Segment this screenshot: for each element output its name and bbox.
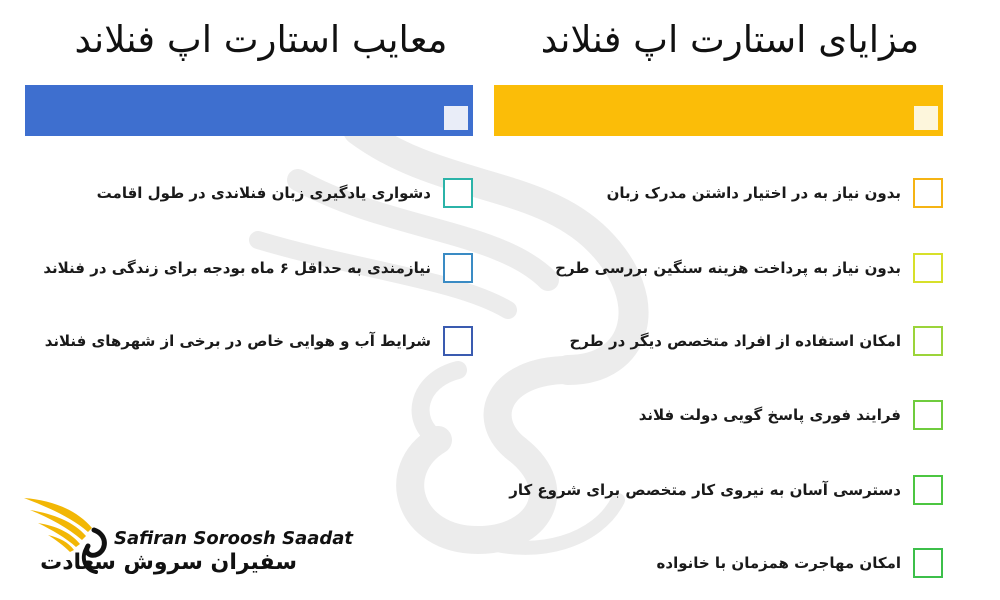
cons-title: معایب استارت اپ فنلاند xyxy=(74,18,448,61)
brand-name-fa: سفیران سروش سعادت xyxy=(40,550,297,575)
pros-item xyxy=(509,475,943,509)
pros-item xyxy=(520,326,943,360)
cons-item xyxy=(40,253,473,287)
checkbox-icon xyxy=(913,548,943,578)
cons-header-bar xyxy=(25,85,473,136)
pros-item-text: امکان مهاجرت همزمان با خانواده xyxy=(656,554,901,572)
cons-header-checkbox xyxy=(444,106,468,130)
checkbox-icon xyxy=(913,400,943,430)
cons-item xyxy=(40,326,473,360)
pros-item xyxy=(520,253,943,287)
pros-item-text: بدون نیاز به در اختیار داشتن مدرک زبان xyxy=(606,184,901,202)
checkbox-icon xyxy=(913,253,943,283)
pros-item-text: بدون نیاز به پرداخت هزینه سنگین بررسی طرح xyxy=(555,259,901,277)
pros-item xyxy=(520,178,943,212)
pros-title: مزایای استارت اپ فنلاند xyxy=(540,18,920,61)
pros-item-text: امکان استفاده از افراد متخصص دیگر در طرح xyxy=(569,332,901,350)
cons-item-text: شرایط آب و هوایی خاص در برخی از شهرهای فنلاند xyxy=(44,332,431,350)
checkbox-icon xyxy=(443,326,473,356)
cons-item-text: دشواری یادگیری زبان فنلاندی در طول اقامت xyxy=(96,184,431,202)
cons-item-text: نیازمندی به حداقل ۶ ماه بودجه برای زندگی در فنلاند xyxy=(43,259,431,277)
brand-logo xyxy=(22,490,354,590)
checkbox-icon xyxy=(443,253,473,283)
checkbox-icon xyxy=(913,178,943,208)
cons-item xyxy=(40,178,473,212)
pros-header-checkbox xyxy=(914,106,938,130)
checkbox-icon xyxy=(443,178,473,208)
pros-item xyxy=(520,548,943,582)
pros-header-bar xyxy=(494,85,943,136)
checkbox-icon xyxy=(913,326,943,356)
pros-item-text: دسترسی آسان به نیروی کار متخصص برای شروع کار xyxy=(509,481,901,499)
pros-item-text: فرایند فوری پاسخ گویی دولت فلاند xyxy=(638,406,901,424)
checkbox-icon xyxy=(913,475,943,505)
pros-item xyxy=(520,400,943,434)
brand-name-en: Safiran Soroosh Saadat xyxy=(114,528,354,549)
